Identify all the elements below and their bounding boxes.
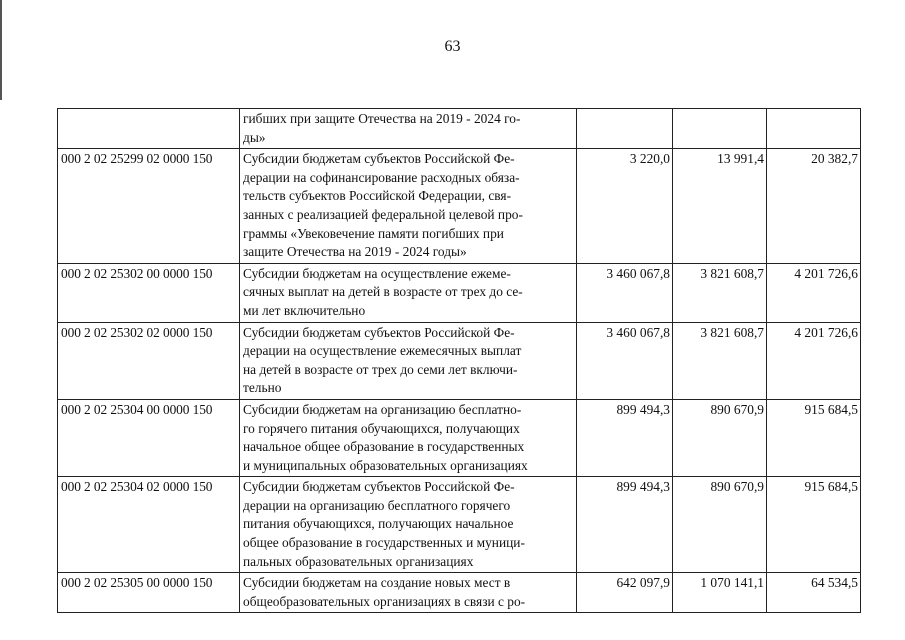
row-value-2020: 13 991,4 (673, 149, 767, 264)
row-description: гибших при защите Отечества на 2019 - 2024 го- ды» (240, 109, 577, 149)
table-row (58, 399, 861, 476)
row-description: Субсидии бюджетам субъектов Российской Фе- дерации на организацию бесплатного горячего питания обучающихся, получающих начальное общее образование в государственных и муници- пальных образовательных организациях (240, 477, 577, 573)
table-row (58, 322, 861, 399)
row-code (58, 109, 240, 149)
row-value-2020: 3 821 608,7 (673, 322, 767, 399)
row-value-2020 (673, 109, 767, 149)
row-code: 000 2 02 25305 00 0000 150 (58, 573, 240, 613)
row-code: 000 2 02 25304 00 0000 150 (58, 399, 240, 476)
table-row (58, 573, 861, 613)
row-value-2019: 3 460 067,8 (577, 322, 673, 399)
page-number: 63 (444, 38, 461, 55)
table-row (58, 109, 861, 149)
row-value-2021: 915 684,5 (767, 399, 861, 476)
row-value-2020: 1 070 141,1 (673, 573, 767, 613)
row-value-2021: 20 382,7 (767, 149, 861, 264)
row-description: Субсидии бюджетам на организацию бесплатно- го горячего питания обучающихся, получающих начальное общее образование в государственных и муниципальных образовательных организациях (240, 399, 577, 476)
table-row (58, 477, 861, 573)
row-value-2020: 890 670,9 (673, 399, 767, 476)
table-row (58, 263, 861, 322)
row-description: Субсидии бюджетам субъектов Российской Фе- дерации на осуществление ежемесячных выплат на детей в возрасте от трех до семи лет включи- тельно (240, 322, 577, 399)
row-code: 000 2 02 25299 02 0000 150 (58, 149, 240, 264)
row-code: 000 2 02 25304 02 0000 150 (58, 477, 240, 573)
table-row (58, 149, 861, 264)
row-value-2021: 4 201 726,6 (767, 263, 861, 322)
row-description: Субсидии бюджетам на осуществление ежеме- сячных выплат на детей в возрасте от трех до се- ми лет включительно (240, 263, 577, 322)
row-description: Субсидии бюджетам субъектов Российской Фе- дерации на софинансирование расходных обяза- тельств субъектов Российской Федерации, свя- занных с реализацией федеральной целевой про- граммы «Увековечение памяти погибших при защите Отечества на 2019 - 2024 годы» (240, 149, 577, 264)
row-value-2019: 899 494,3 (577, 477, 673, 573)
row-description: Субсидии бюджетам на создание новых мест в общеобразовательных организациях в связи с ро- (240, 573, 577, 613)
row-value-2019: 3 220,0 (577, 149, 673, 264)
row-value-2021: 64 534,5 (767, 573, 861, 613)
row-value-2020: 890 670,9 (673, 477, 767, 573)
row-value-2019: 899 494,3 (577, 399, 673, 476)
row-value-2020: 3 821 608,7 (673, 263, 767, 322)
row-value-2021: 4 201 726,6 (767, 322, 861, 399)
row-value-2019: 642 097,9 (577, 573, 673, 613)
row-value-2019 (577, 109, 673, 149)
row-code: 000 2 02 25302 02 0000 150 (58, 322, 240, 399)
budget-table (57, 108, 861, 613)
row-code: 000 2 02 25302 00 0000 150 (58, 263, 240, 322)
row-value-2019: 3 460 067,8 (577, 263, 673, 322)
row-value-2021: 915 684,5 (767, 477, 861, 573)
row-value-2021 (767, 109, 861, 149)
